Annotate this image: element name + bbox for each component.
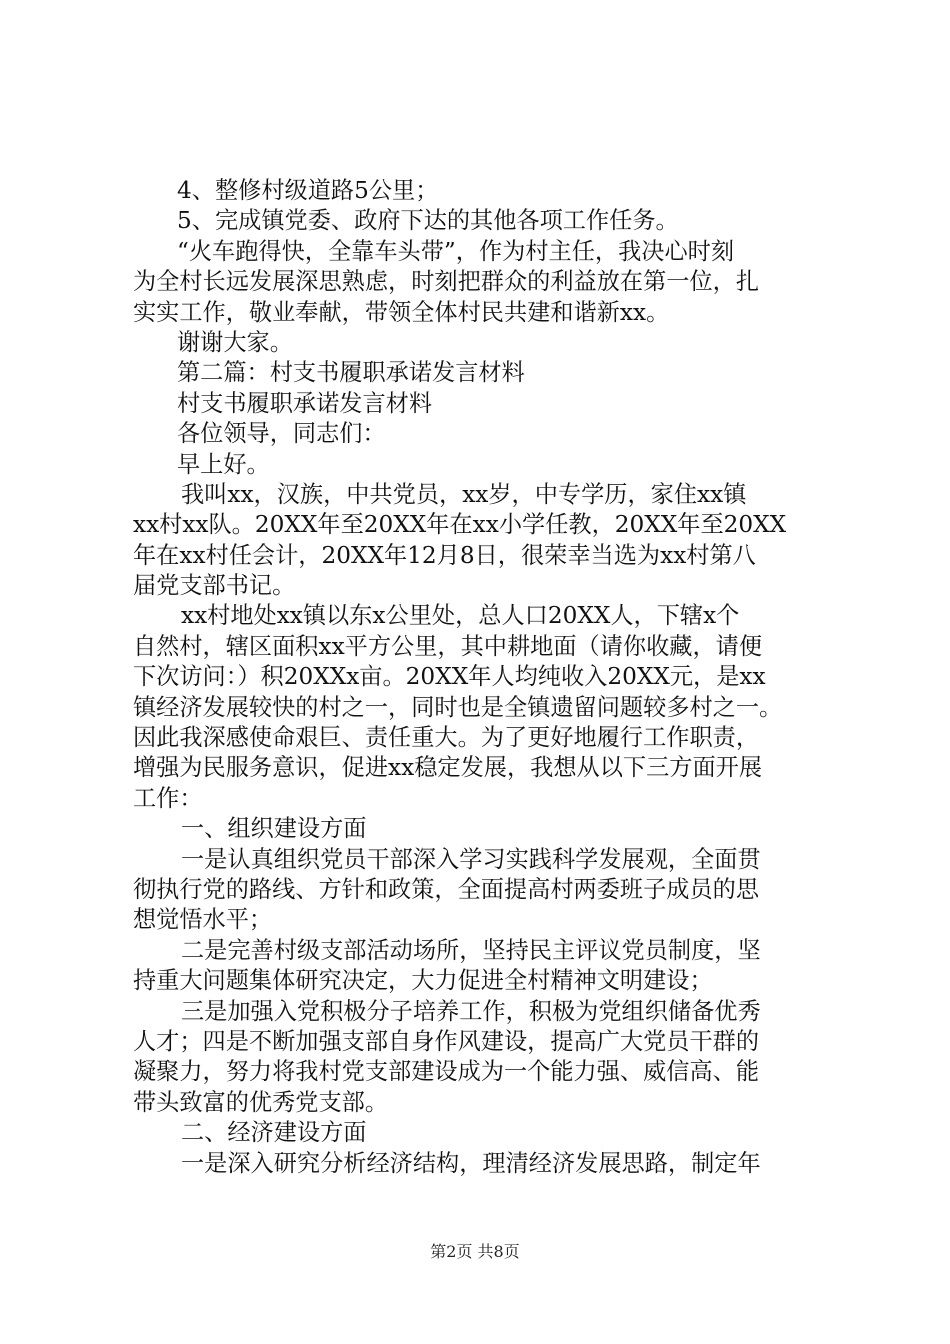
- text-line: 为全村长远发展深思熟虑，时刻把群众的利益放在第一位，扎: [133, 268, 760, 296]
- text-line: 带头致富的优秀党支部。: [133, 1088, 389, 1116]
- text-line: 年在xx村任会计，20XX年12月8日，很荣幸当选为xx村第八: [133, 541, 756, 569]
- text-line: 届党支部书记。: [133, 572, 296, 600]
- text-line: 二、经济建设方面: [181, 1119, 367, 1147]
- text-line: “火车跑得快，全靠车头带”，作为村主任，我决心时刻: [177, 237, 735, 265]
- text-line: 一、组织建设方面: [181, 815, 367, 843]
- text-line: 第二篇：村支书履职承诺发言材料: [177, 359, 525, 387]
- document-body: [133, 176, 833, 1179]
- text-line: 下次访问：）积20XXx亩。20XX年人均纯收入20XX元，是xx: [133, 663, 766, 691]
- text-line: 各位领导，同志们：: [177, 420, 386, 448]
- text-line: 持重大问题集体研究决定，大力促进全村精神文明建设；: [133, 967, 713, 995]
- text-line: 一是深入研究分析经济结构，理清经济发展思路，制定年: [181, 1149, 761, 1177]
- text-line: 一是认真组织党员干部深入学习实践科学发展观，全面贯: [181, 845, 761, 873]
- text-line: 二是完善村级支部活动场所，坚持民主评议党员制度，坚: [181, 936, 761, 964]
- text-line: 人才；四是不断加强支部自身作风建设，提高广大党员干群的: [133, 1027, 760, 1055]
- text-line: 谢谢大家。: [177, 328, 293, 356]
- text-line: 三是加强入党积极分子培养工作，积极为党组织储备优秀: [181, 997, 761, 1025]
- text-line: 5、完成镇党委、政府下达的其他各项工作任务。: [177, 207, 679, 235]
- page-footer: 第2页 共8页: [430, 1242, 520, 1261]
- text-line: 自然村，辖区面积xx平方公里，其中耕地面（请你收藏，请便: [133, 632, 763, 660]
- text-line: 早上好。: [177, 450, 270, 478]
- text-line: 镇经济发展较快的村之一，同时也是全镇遗留问题较多村之一。: [133, 693, 783, 721]
- text-line: 想觉悟水平；: [133, 906, 273, 934]
- text-line: 增强为民服务意识，促进xx稳定发展，我想从以下三方面开展: [133, 754, 763, 782]
- text-line: 4、整修村级道路5公里；: [177, 177, 439, 204]
- text-line: 工作：: [133, 784, 203, 812]
- text-line: 凝聚力，努力将我村党支部建设成为一个能力强、威信高、能: [133, 1058, 760, 1086]
- text-line: xx村xx队。20XX年至20XX年在xx小学任教，20XX年至20XX: [133, 511, 787, 539]
- text-line: 彻执行党的路线、方针和政策，全面提高村两委班子成员的思: [133, 875, 760, 903]
- text-line: 村支书履职承诺发言材料: [177, 389, 433, 417]
- text-line: 因此我深感使命艰巨、责任重大。为了更好地履行工作职责，: [133, 724, 760, 752]
- text-line: 我叫xx，汉族，中共党员，xx岁，中专学历，家住xx镇: [181, 480, 747, 508]
- text-line: xx村地处xx镇以东x公里处，总人口20XX人，下辖x个: [181, 602, 740, 630]
- text-line: 实实工作，敬业奉献，带领全体村民共建和谐新xx。: [133, 298, 670, 326]
